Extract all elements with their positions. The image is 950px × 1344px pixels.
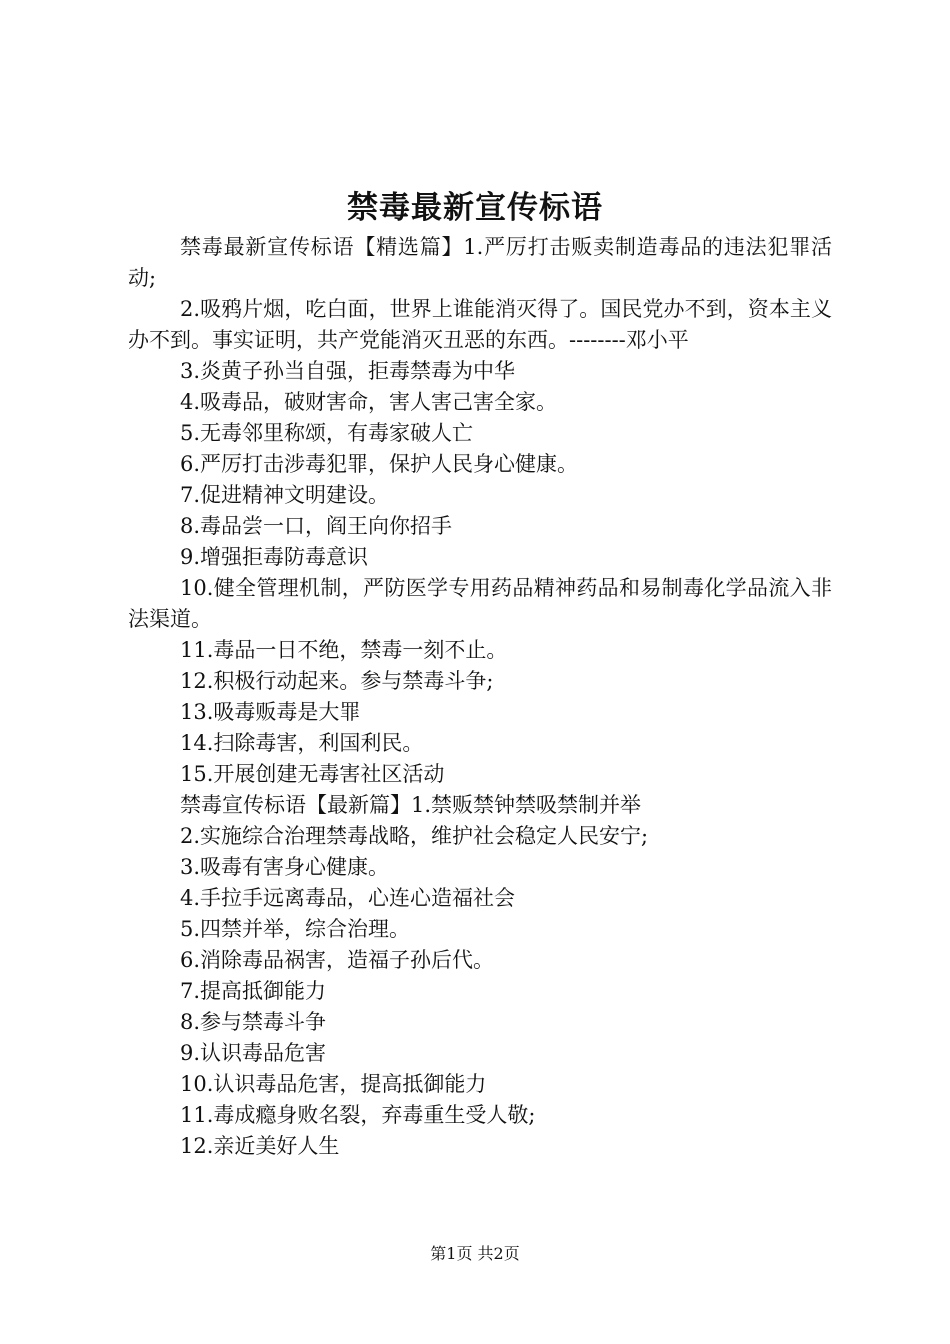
paragraph: 9.认识毒品危害 bbox=[180, 1041, 327, 1065]
document-body bbox=[128, 232, 832, 1162]
paragraph: 7.促进精神文明建设。 bbox=[180, 483, 390, 507]
page-footer: 第1页 共2页 bbox=[430, 1244, 520, 1263]
paragraph: 11.毒品一日不绝，禁毒一刻不止。 bbox=[180, 638, 508, 662]
paragraph: 8.参与禁毒斗争 bbox=[180, 1010, 327, 1034]
paragraph: 禁毒宣传标语【最新篇】1.禁贩禁钟禁吸禁制并举 bbox=[180, 793, 642, 817]
paragraph: 15.开展创建无毒害社区活动 bbox=[180, 762, 445, 786]
paragraph: 禁毒最新宣传标语【精选篇】1.严厉打击贩卖制造毒品的违法犯罪活动; bbox=[128, 235, 832, 290]
paragraph: 14.扫除毒害，利国利民。 bbox=[180, 731, 424, 755]
paragraph: 2.吸鸦片烟，吃白面，世界上谁能消灭得了。国民党办不到，资本主义办不到。事实证明，共产党能消灭丑恶的东西。--------邓小平 bbox=[128, 297, 832, 352]
paragraph: 4.吸毒品，破财害命，害人害己害全家。 bbox=[180, 390, 558, 414]
document-title: 禁毒最新宣传标语 bbox=[347, 190, 603, 226]
paragraph: 8.毒品尝一口，阎王向你招手 bbox=[180, 514, 453, 538]
paragraph: 7.提高抵御能力 bbox=[180, 979, 327, 1003]
paragraph: 3.炎黄子孙当自强，拒毒禁毒为中华 bbox=[180, 359, 516, 383]
paragraph: 9.增强拒毒防毒意识 bbox=[180, 545, 369, 569]
paragraph: 12.亲近美好人生 bbox=[180, 1134, 340, 1158]
paragraph: 5.四禁并举，综合治理。 bbox=[180, 917, 411, 941]
paragraph: 10.认识毒品危害，提高抵御能力 bbox=[180, 1072, 487, 1096]
paragraph: 13.吸毒贩毒是大罪 bbox=[180, 700, 361, 724]
paragraph: 10.健全管理机制，严防医学专用药品精神药品和易制毒化学品流入非法渠道。 bbox=[128, 576, 832, 631]
paragraph: 12.积极行动起来。参与禁毒斗争; bbox=[180, 669, 494, 693]
paragraph: 4.手拉手远离毒品，心连心造福社会 bbox=[180, 886, 516, 910]
paragraph: 5.无毒邻里称颂，有毒家破人亡 bbox=[180, 421, 474, 445]
paragraph: 2.实施综合治理禁毒战略，维护社会稳定人民安宁; bbox=[180, 824, 649, 848]
paragraph: 3.吸毒有害身心健康。 bbox=[180, 855, 390, 879]
paragraph: 6.严厉打击涉毒犯罪，保护人民身心健康。 bbox=[180, 452, 579, 476]
paragraph: 11.毒成瘾身败名裂，弃毒重生受人敬; bbox=[180, 1103, 536, 1127]
paragraph: 6.消除毒品祸害，造福子孙后代。 bbox=[180, 948, 495, 972]
